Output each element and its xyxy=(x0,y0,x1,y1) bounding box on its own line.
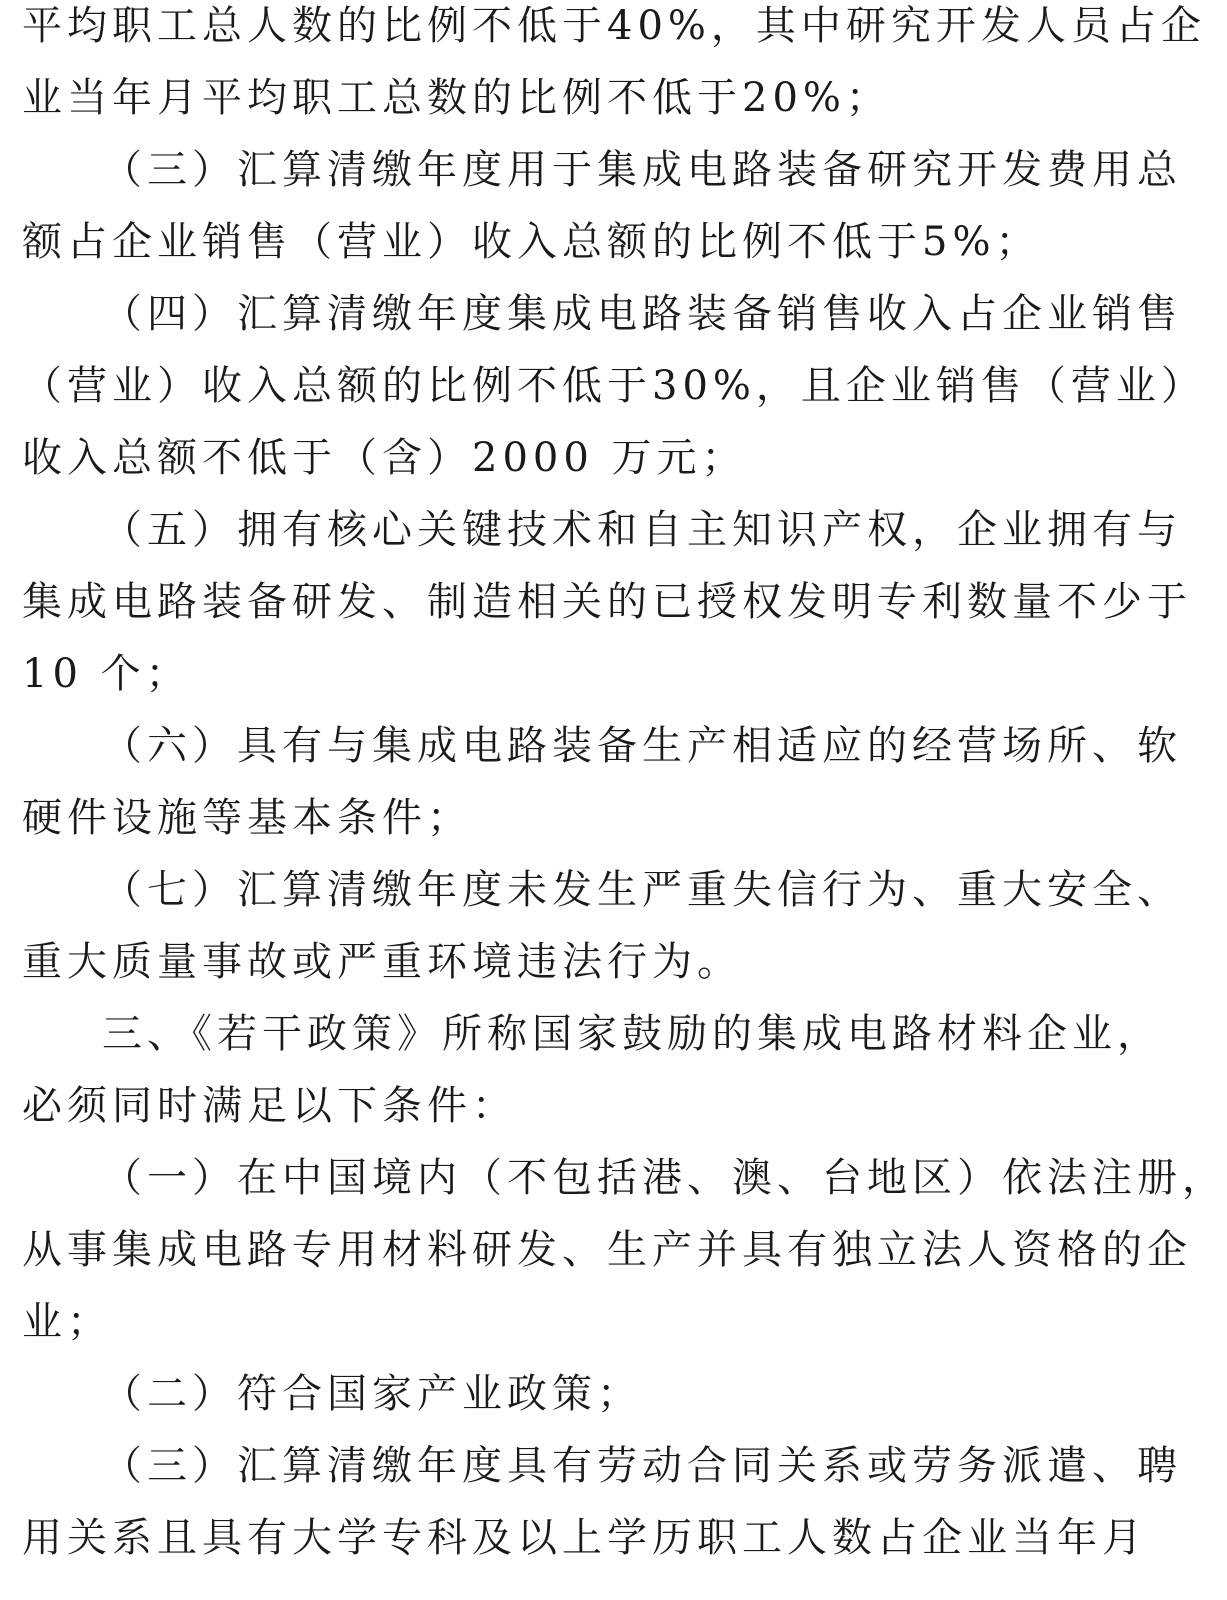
text-line: 平均职工总人数的比例不低于40%，其中研究开发人员占企 xyxy=(22,3,1206,49)
paragraph-item-2 xyxy=(22,1358,977,1430)
text-line: （三）汇算清缴年度具有劳动合同关系或劳务派遣、聘 xyxy=(102,1443,1182,1489)
text-line: 重大质量事故或严重环境违法行为。 xyxy=(22,939,742,985)
text-line: 三、《若干政策》所称国家鼓励的集成电路材料企业， xyxy=(102,1011,1162,1057)
text-line: （营业）收入总额的比例不低于30%，且企业销售（营业） xyxy=(22,363,1206,409)
paragraph-item-4 xyxy=(22,278,1206,494)
paragraph-item-7 xyxy=(22,854,1182,998)
text-line: 10 个； xyxy=(22,651,191,697)
text-line: （六）具有与集成电路装备生产相适应的经营场所、软 xyxy=(102,723,1182,769)
paragraph-item-3 xyxy=(22,134,1182,278)
paragraph-item-1 xyxy=(22,1142,1227,1358)
paragraph-item-5 xyxy=(22,494,1192,710)
text-line: （四）汇算清缴年度集成电路装备销售收入占企业销售 xyxy=(102,291,1182,337)
text-line: 硬件设施等基本条件； xyxy=(22,795,472,841)
paragraph-continuation xyxy=(22,0,1206,134)
paragraph-item-6 xyxy=(22,710,1182,854)
text-line: 集成电路装备研发、制造相关的已授权发明专利数量不少于 xyxy=(22,579,1192,625)
section-heading-3 xyxy=(22,998,1162,1142)
text-line: 用关系且具有大学专科及以上学历职工人数占企业当年月 xyxy=(22,1515,1147,1561)
text-line: （三）汇算清缴年度用于集成电路装备研究开发费用总 xyxy=(102,147,1182,193)
text-line: （五）拥有核心关键技术和自主知识产权，企业拥有与 xyxy=(102,507,1182,553)
text-line: （二）符合国家产业政策； xyxy=(102,1371,642,1417)
text-line: 从事集成电路专用材料研发、生产并具有独立法人资格的企 xyxy=(22,1227,1192,1273)
text-line: （一）在中国境内（不包括港、澳、台地区）依法注册， xyxy=(102,1155,1227,1201)
text-line: 额占企业销售（营业）收入总额的比例不低于5%； xyxy=(22,219,1041,265)
paragraph-item-3b xyxy=(22,1430,1182,1574)
text-line: 收入总额不低于（含）2000 万元； xyxy=(22,435,747,481)
text-line: 业当年月平均职工总数的比例不低于20%； xyxy=(22,75,891,121)
text-line: 必须同时满足以下条件： xyxy=(22,1083,517,1129)
text-line: 业； xyxy=(22,1299,112,1345)
text-line: （七）汇算清缴年度未发生严重失信行为、重大安全、 xyxy=(102,867,1182,913)
